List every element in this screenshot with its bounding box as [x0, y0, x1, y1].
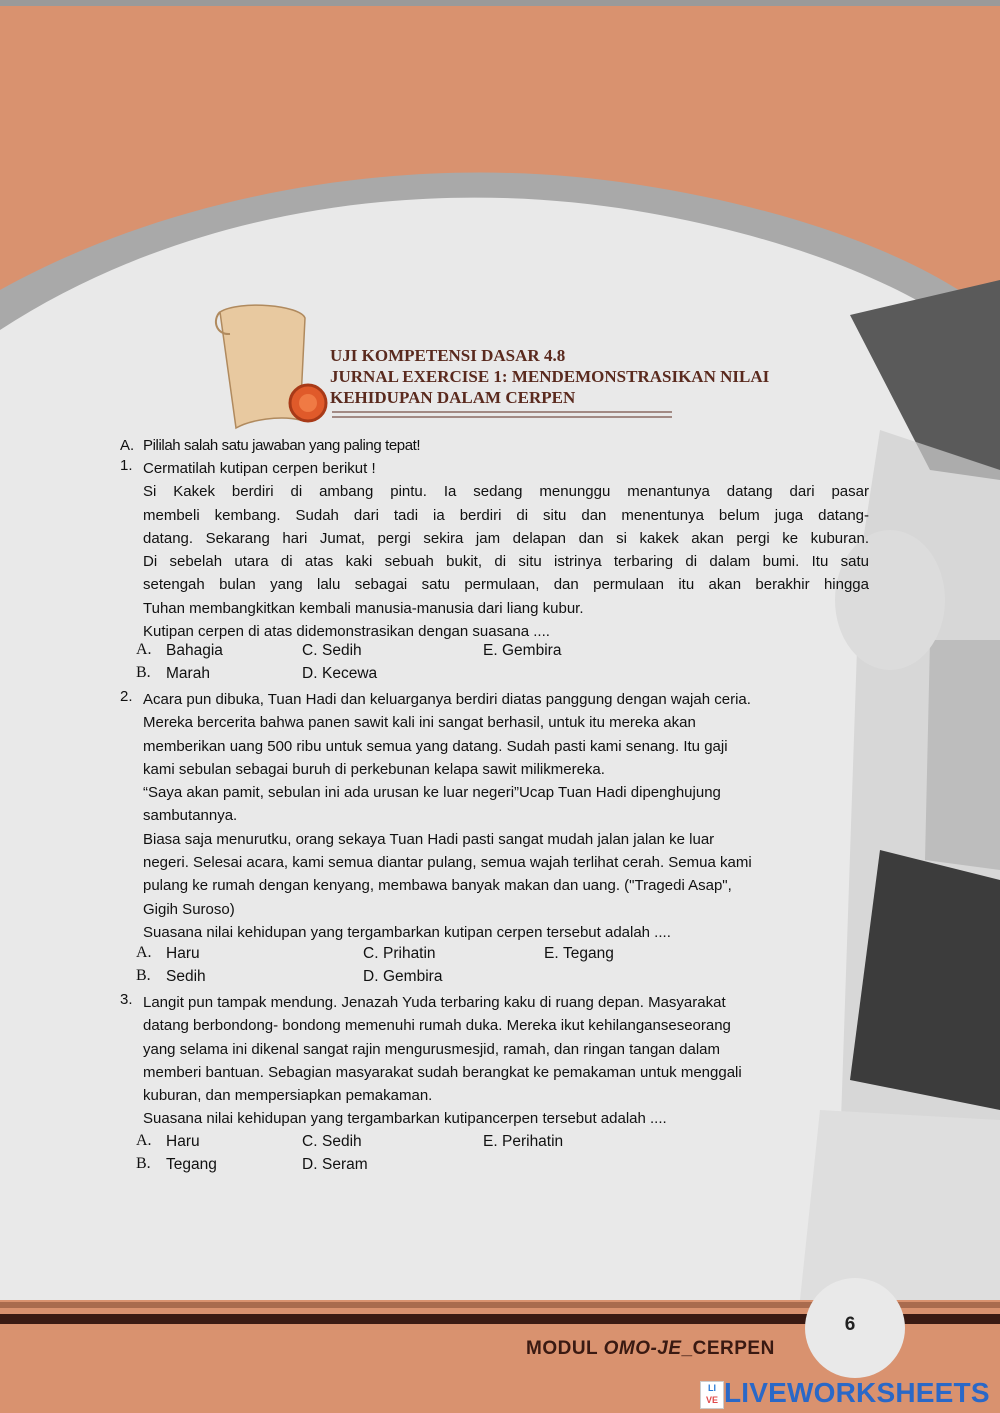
option-d[interactable]: Seram [322, 1156, 368, 1173]
question-line: setengah bulan yang lalu sebagai satu permulaan, dan permulaan itu akan berakhir hingga [143, 576, 869, 594]
section-instruction: Pililah salah satu jawaban yang paling tepat! [143, 437, 421, 454]
liveworksheets-brand[interactable]: LIVEWORKSHEETS [724, 1377, 990, 1408]
question-number: 1. [120, 457, 133, 474]
option-b[interactable]: Marah [166, 665, 210, 682]
module-suffix: CERPEN [692, 1338, 775, 1359]
option-a[interactable]: Bahagia [166, 642, 223, 659]
question-line: datang. Sekarang hari Jumat, pergi sekira jam delapan dan si kakek akan pergi ke kuburan. [143, 529, 869, 547]
option-letter: A. [136, 944, 152, 961]
option-c[interactable]: Sedih [322, 642, 362, 659]
question-line: Di sebelah utara di atas kaki sebuah bukit, di situ istrinya terbaring di dalam bumi. Itu satu [143, 553, 869, 571]
title-line-1: UJI KOMPETENSI DASAR 4.8 [330, 346, 566, 365]
question-line: memberi bantuan. Sebagian masyarakat sudah berangkat ke pemakaman untuk menggali [143, 1063, 742, 1081]
option-letter: B. [136, 1155, 151, 1172]
question-line: Mereka bercerita bahwa panen sawit kali ini sangat berhasil, untuk itu mereka akan [143, 714, 696, 732]
badge-top: LI [708, 1383, 716, 1393]
option-e[interactable]: Tegang [563, 945, 614, 962]
option-d[interactable]: Kecewa [322, 665, 378, 682]
question-number: 2. [120, 688, 133, 705]
option-letter: B. [136, 967, 151, 984]
question-line: memberikan uang 500 ribu untuk semua yang datang. Sudah pasti kami senang. Itu gaji [143, 737, 728, 755]
option-c[interactable]: Prihatin [383, 945, 436, 962]
question-1-text [143, 457, 869, 643]
footer-module-title [526, 1338, 775, 1360]
question-line: Kutipan cerpen di atas didemonstrasikan dengan suasana .... [143, 623, 550, 641]
question-line: “Saya akan pamit, sebulan ini ada urusan ke luar negeri”Ucap Tuan Hadi dipenghujung [143, 784, 721, 802]
option-d[interactable]: Gembira [383, 968, 443, 985]
module-prefix: MODUL [526, 1338, 604, 1359]
question-line: Acara pun dibuka, Tuan Hadi dan keluarganya berdiri diatas panggung dengan wajah ceria. [143, 691, 751, 708]
section-label: A. [120, 437, 135, 454]
option-e-letter: E. [483, 1133, 498, 1150]
option-c-letter: C. [363, 945, 379, 962]
question-line: kuburan, dan mempersiapkan pemakaman. [143, 1087, 433, 1105]
option-b[interactable]: Sedih [166, 968, 206, 985]
option-c[interactable]: Sedih [322, 1133, 362, 1150]
question-line: datang berbondong- bondong memenuhi rumah duka. Mereka ikut kehilanganseseorang [143, 1017, 731, 1035]
question-line: Tuhan membangkitkan kembali manusia-manusia dari liang kubur. [143, 599, 584, 617]
option-e-letter: E. [544, 945, 559, 962]
question-line: Biasa saja menurutku, orang sekaya Tuan Hadi pasti sangat mudah jalan jalan ke luar [143, 830, 715, 848]
module-italic: OMO-JE [603, 1338, 682, 1359]
question-line: Suasana nilai kehidupan yang tergambarkan kutipan cerpen tersebut adalah .... [143, 923, 671, 941]
page-number: 6 [844, 1314, 856, 1335]
option-a[interactable]: Haru [166, 945, 200, 962]
option-c-letter: C. [302, 642, 318, 659]
title-line-2: JURNAL EXERCISE 1: MENDEMONSTRASIKAN NILAI [330, 367, 770, 386]
question-line: sambutannya. [143, 807, 238, 825]
liveworksheets-logo-icon [700, 1381, 724, 1409]
page-title [330, 345, 769, 408]
option-letter: A. [136, 641, 152, 658]
question-line: Langit pun tampak mendung. Jenazah Yuda terbaring kaku di ruang depan. Masyarakat [143, 994, 726, 1011]
option-e[interactable]: Perihatin [502, 1133, 564, 1150]
badge-bottom: VE [705, 1395, 718, 1405]
title-line-3: KEHIDUPAN DALAM CERPEN [330, 388, 576, 407]
question-line: kami sebulan sebagai buruh di perkebunan kelapa sawit milikmereka. [143, 760, 605, 778]
option-d-letter: D. [302, 665, 318, 682]
module-underscore: _ [681, 1338, 693, 1359]
option-d-letter: D. [302, 1156, 318, 1173]
question-2-text [143, 688, 869, 944]
question-line: pulang ke rumah dengan kenyang, membawa banyak makan dan uang. ("Tragedi Asap", [143, 877, 732, 895]
question-line: Si Kakek berdiri di ambang pintu. Ia sedang menunggu menantunya datang dari pasar [143, 483, 869, 501]
option-e-letter: E. [483, 642, 498, 659]
option-c-letter: C. [302, 1133, 318, 1150]
question-line: membeli kembang. Sudah dari tadi ia berdiri di situ dan menentunya belum juga datang- [143, 506, 869, 524]
question-line: Suasana nilai kehidupan yang tergambarkan kutipancerpen tersebut adalah .... [143, 1110, 667, 1128]
option-a[interactable]: Haru [166, 1133, 200, 1150]
question-3-text [143, 991, 869, 1131]
question-number: 3. [120, 991, 133, 1008]
question-line: Gigih Suroso) [143, 900, 235, 918]
option-letter: B. [136, 664, 151, 681]
question-line: Cermatilah kutipan cerpen berikut ! [143, 460, 376, 477]
option-d-letter: D. [363, 968, 379, 985]
question-line: yang selama ini dikenal sangat rajin mengurusmesjid, ramah, dan ringan tangan dalam [143, 1040, 721, 1058]
question-line: negeri. Selesai acara, kami semua diantar pulang, semua wajah terlihat cerah. Semua kami [143, 854, 752, 872]
option-letter: A. [136, 1132, 152, 1149]
option-b[interactable]: Tegang [166, 1156, 217, 1173]
option-e[interactable]: Gembira [502, 642, 562, 659]
